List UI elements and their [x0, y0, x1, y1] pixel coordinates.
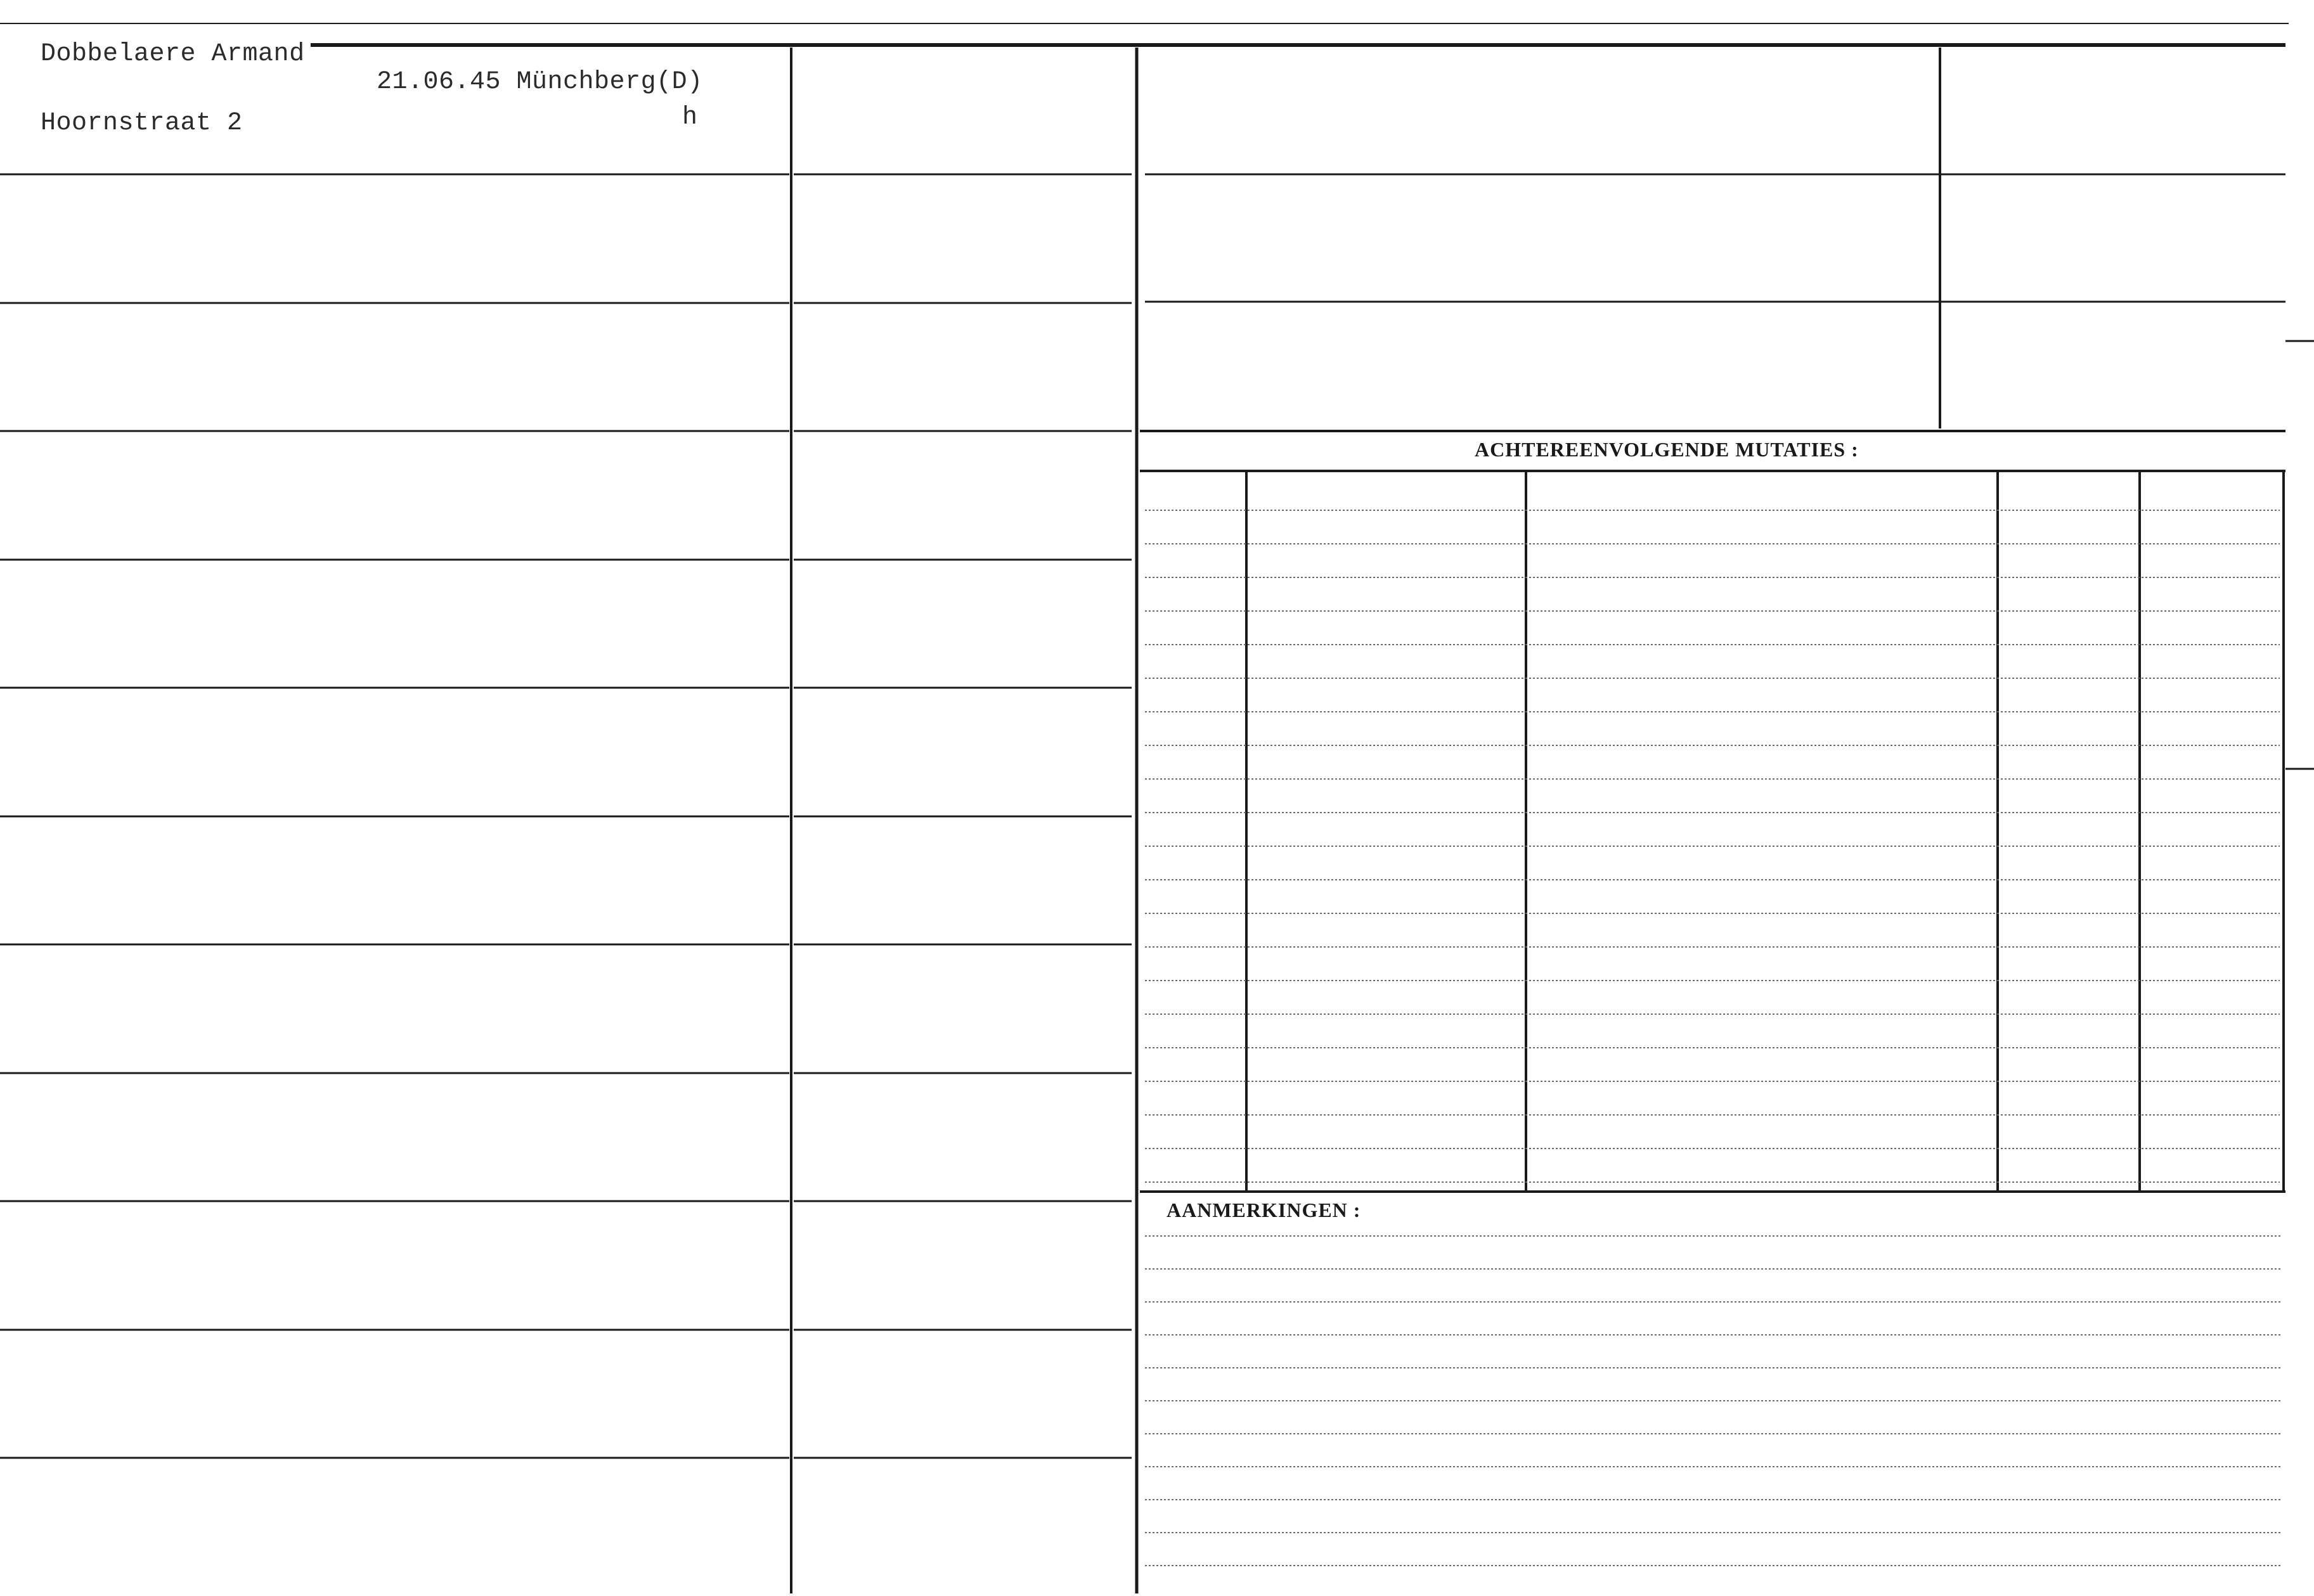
- address: Hoornstraat 2: [41, 109, 243, 138]
- person-name: Dobbelaere Armand: [41, 40, 305, 68]
- mutaties-heading: ACHTEREENVOLGENDE MUTATIES :: [1475, 438, 1859, 461]
- aanmerkingen-heading: AANMERKINGEN :: [1167, 1199, 1361, 1221]
- date-place: 21.06.45 Münchberg(D): [377, 68, 703, 96]
- typed-mark: h: [682, 103, 698, 132]
